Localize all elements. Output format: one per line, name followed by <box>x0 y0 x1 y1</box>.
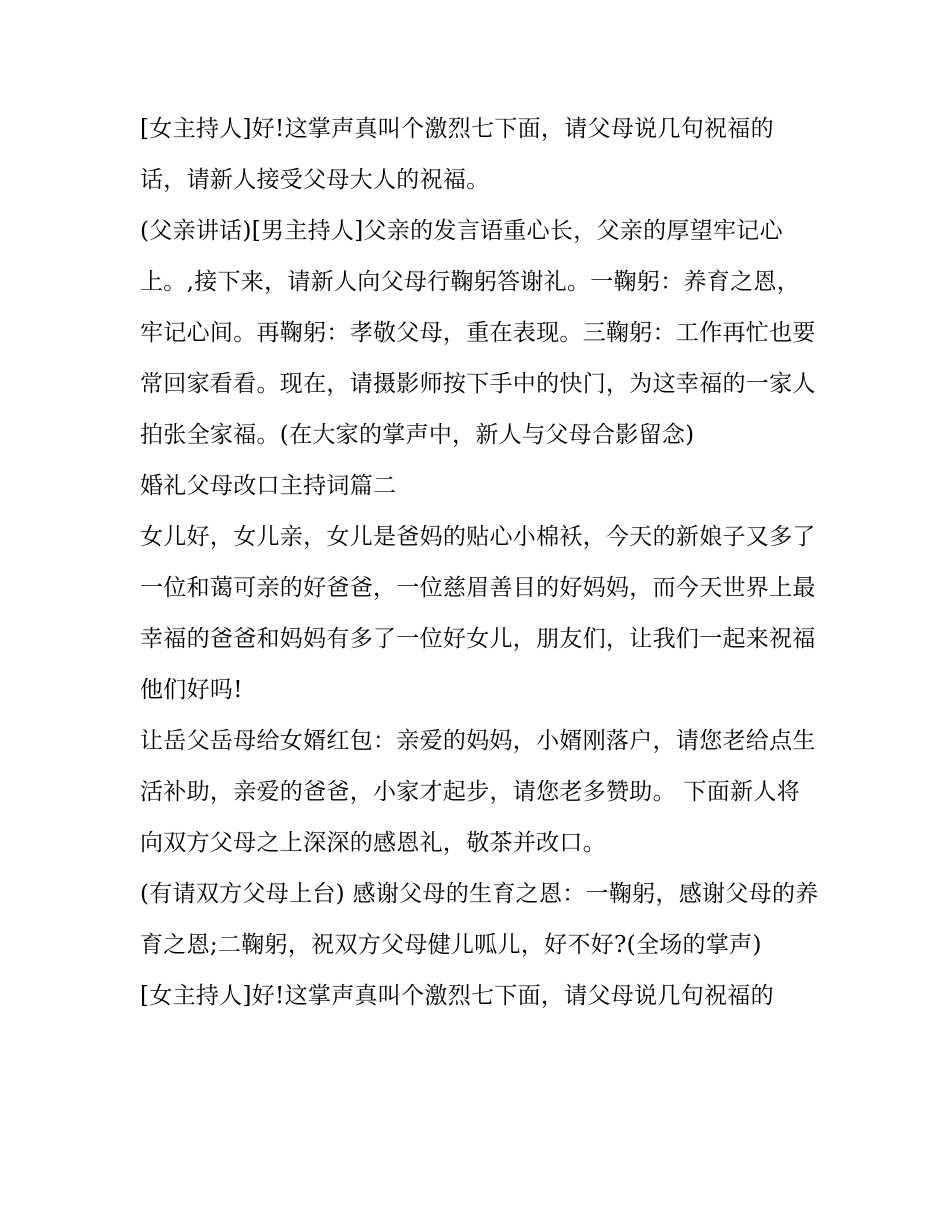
paragraph-female-host-repeat: [女主持人]好!这掌声真叫个激烈七下面，请父母说几句祝福的 <box>140 983 774 1009</box>
paragraph-red-envelope: 让岳父岳母给女婿红包：亲爱的妈妈，小婿刚落户，请您老给点生活补助，亲爱的爸爸，小家才起步，请您老多赞助。 下面新人将向双方父母之上深深的感恩礼，敬茶并改口。 <box>140 728 816 856</box>
document-body <box>140 104 820 1022</box>
paragraph-bow-ceremony: (有请双方父母上台) 感谢父母的生育之恩：一鞠躬，感谢父母的养育之恩;二鞠躬，祝双方父母健儿呱儿，好不好?(全场的掌声) <box>140 881 819 958</box>
section-title: 婚礼父母改口主持词篇二 <box>140 473 397 499</box>
paragraph-father-speech: (父亲讲话)[男主持人]父亲的发言语重心长，父亲的厚望牢记心上。,接下来，请新人向父母行鞠躬答谢礼。一鞠躬：养育之恩，牢记心间。再鞠躬：孝敬父母，重在表现。三鞠躬：工作再忙也要常回家看看。现在，请摄影师按下手中的快门，为这幸福的一家人拍张全家福。(在大家的掌声中，新人与父母合影留念) <box>140 218 816 448</box>
paragraph-female-host-blessing: [女主持人]好!这掌声真叫个激烈七下面，请父母说几句祝福的话，请新人接受父母大人的祝福。 <box>140 116 774 193</box>
paragraph-daughter: 女儿好，女儿亲，女儿是爸妈的贴心小棉袄，今天的新娘子又多了一位和蔼可亲的好爸爸，一位慈眉善目的好妈妈，而今天世界上最幸福的爸爸和妈妈有多了一位好女儿，朋友们，让我们一起来祝福他们好吗! <box>140 524 816 703</box>
